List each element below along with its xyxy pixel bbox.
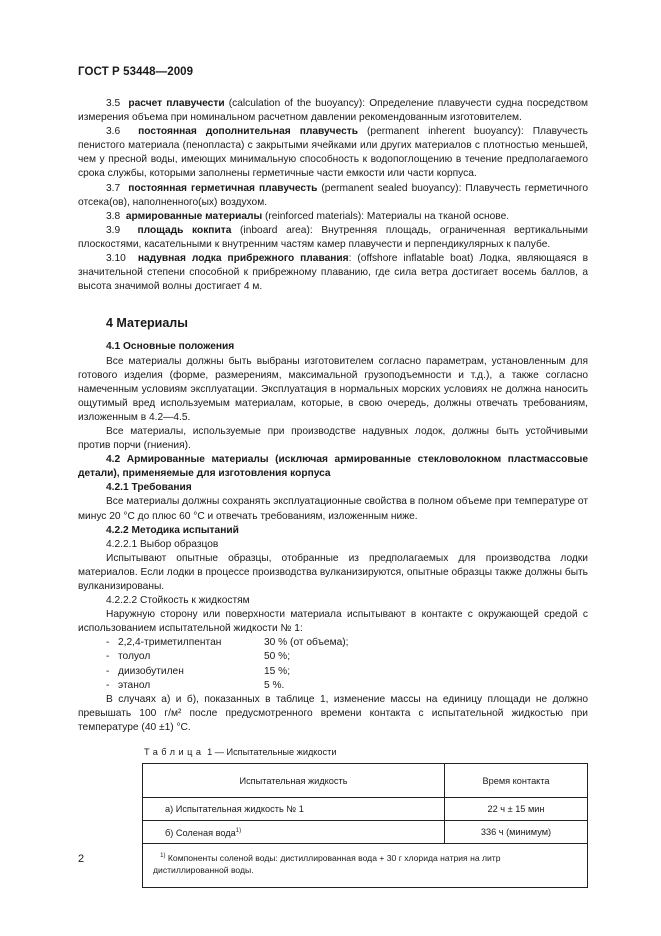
page-number: 2	[78, 853, 85, 865]
table-cell-time: 22 ч ± 15 мин	[445, 798, 588, 821]
section-4-2-title: 4.2 Армированные материалы (исключая армированные стекловолокном пластмассовые детали), применяемые для изготовления корпуса	[78, 454, 588, 480]
table-caption: Таблица 1 — Испытательные жидкости	[144, 747, 337, 758]
test-liquid-list	[78, 636, 588, 692]
section-4-2-2-1-title: 4.2.2.1 Выбор образцов	[106, 538, 219, 550]
table-header-row	[143, 764, 588, 798]
section-4-1-title: 4.1 Основные положения	[106, 341, 235, 353]
document-body	[78, 97, 588, 888]
list-item: - толуол 50 %;	[106, 651, 291, 663]
section-4-2-1-title: 4.2.1 Требования	[106, 482, 192, 494]
section-4-2-2-1-paragraph: Испытывают опытные образцы, отобранные из предполагаемых для производства лодки материалов. Если лодки в процессе производства вулканизируются, опытные образцы также должны быть вулканизированы.	[78, 552, 588, 592]
section-4-title: 4 Материалы	[106, 316, 188, 331]
section-4-2-2-2-paragraph-2: В случаях а) и б), показанных в таблице 1, изменение массы на единицу площади не должно превышать 100 г/м² после предусмотренного времени контакта с испытательной жидкостью при температуре (40 ±1) °С.	[78, 693, 588, 733]
term-3-10: 3.10 надувная лодка прибрежного плавания: (offshore inflatable boat) Лодка, являющаяся в значительной степени способной к прибрежному плаванию, где сила ветра достигает восемь баллов, а высота значимой волны достигает 4 м.	[78, 253, 588, 293]
section-4-1-paragraph-2: Все материалы, используемые при производстве надувных лодок, должны быть устойчивыми против порчи (гниения).	[78, 425, 588, 452]
list-item: - 2,2,4-триметилпентан 30 % (от объема);	[106, 637, 349, 649]
term-3-9: 3.9 площадь кокпита (inboard area): Внутренняя площадь, ограниченная вертикальными плоскостями, касательными к внутренним частям камер плавучести и перпендикулярных к палубе.	[78, 224, 588, 250]
section-4-2-2-2-title: 4.2.2.2 Стойкость к жидкостям	[106, 595, 250, 607]
table-header-liquid: Испытательная жидкость	[143, 764, 445, 798]
document-header: ГОСТ Р 53448—2009	[78, 66, 194, 78]
test-liquids-table	[142, 763, 588, 888]
table-footnote: $^{1)}$ Компоненты соленой воды: дистиллированная вода + 30 г хлорида натрия на литр дистиллированной воды.	[143, 844, 588, 888]
table-header-time: Время контакта	[445, 764, 588, 798]
table-cell-time: 336 ч (минимум)	[445, 821, 588, 844]
section-4-2-2-title: 4.2.2 Методика испытаний	[106, 524, 239, 536]
term-3-8: 3.8 армированные материалы (reinforced materials): Материалы на тканой основе.	[106, 210, 510, 222]
list-item: - этанол 5 %.	[106, 679, 285, 691]
term-3-7: 3.7 постоянная герметичная плавучесть (permanent sealed buoyancy): Плавучесть герметичного отсека(ов), наполненного(ых) воздухом.	[78, 182, 588, 208]
section-4-1-paragraph-1: Все материалы должны быть выбраны изготовителем согласно параметрам, установленным для готового изделия (форме, размерениям, максимальной грузоподъемности и т.д.), а также согласно намеченным условиям эксплуатации. Эксплуатация в нормальных морских условиях не должна наносить ощутимый вред используемым материалам, которые, в свою очередь, должны отвечать требованиям, изложенным в 4.2—4.5.	[78, 355, 588, 423]
table-row	[143, 798, 588, 821]
term-3-6: 3.6 постоянная дополнительная плавучесть (permanent inherent buoyancy): Плавучесть пенистого материала (пенопласта) с закрытыми ячейками или других материалов с плотностью меньшей, чем у пресной воды, имеющих минимальную способность к водопоглощению в течение предполагаемого срока службы, которыми заполнены герметичные части емкости или части корпуса.	[78, 126, 588, 180]
table-cell-liquid: б) Соленая вода$^{1)}$	[143, 821, 445, 844]
footnote-marker: 1)	[235, 828, 242, 835]
section-4-2-2-2-paragraph: Наружную сторону или поверхности материала испытывают в контакте с окружающей средой с использованием испытательной жидкости № 1:	[78, 609, 588, 635]
table-cell-liquid: а) Испытательная жидкость № 1	[143, 798, 445, 821]
term-3-5: 3.5 расчет плавучести (calculation of the buoyancy): Определение плавучести судна посредством измерения объема при номинальном расчетном давлении рекомендованным изготовителем.	[78, 98, 588, 124]
table-note-row	[143, 844, 588, 888]
table-row	[143, 821, 588, 844]
section-4-2-1-paragraph: Все материалы должны сохранять эксплуатационные свойства в полном объеме при температуре от минус 20 °С до плюс 60 °С и отвечать требованиям, изложенным ниже.	[78, 496, 588, 522]
list-item: - диизобутилен 15 %;	[106, 665, 291, 677]
